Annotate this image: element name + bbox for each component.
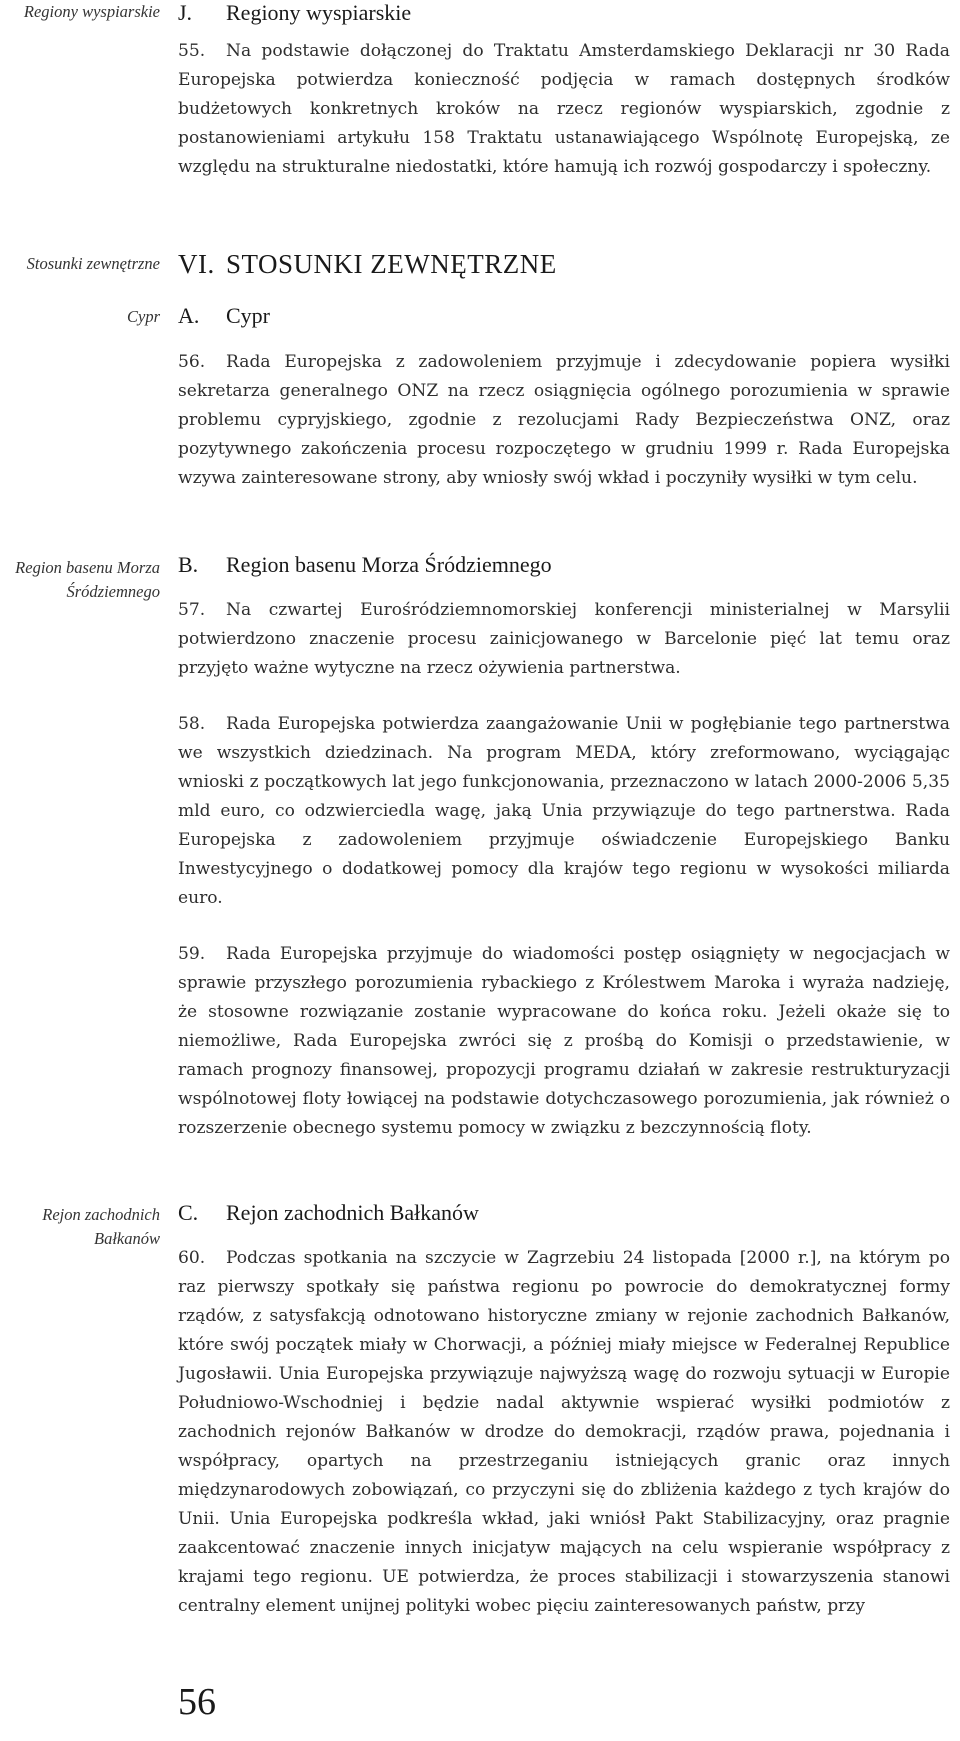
paragraph-number: 55. xyxy=(178,41,206,61)
heading-section-b xyxy=(178,552,552,578)
paragraph-number: 57. xyxy=(178,600,206,620)
paragraph-text: Podczas spotkania na szczycie w Zagrzebiu 24 listopada [2000 r.], na którym po raz pierwszy spotkały się państwa regionu po powrocie do demokratycznej formy rządów, z satysfakcją odnotowano historyczne zmiany w rejonie zachodnich Bałkanów, które swój początek miały w Chorwacji, a później miały miejsce w Federalnej Republice Jugosławii. Unia Europejska przywiązuje najwyższą wagę do rozwoju sytuacji w Europie Południowo-Wschodniej i będzie nadal aktywnie wspierać wysiłki podmiotów z zachodnich rejonów Bałkanów w drodze do demokracji, rządów prawa, pojednania i współpracy, opartych na przestrzeganiu istniejących granic oraz innych międzynarodowych zobowiązań, co przyczyni się do zbliżenia każdego z tych krajów do Unii. Unia Europejska podkreśla wkład, jaki wniósł Pakt Stabilizacyjny, oraz pragnie zaakcentować znaczenie innych inicjatyw mających na celu wspieranie współpracy z krajami tego regionu. UE potwierdza, że proces stabilizacji i stowarzyszenia stanowi centralny element unijnej polityki wobec pięciu zainteresowanych państw, przy xyxy=(178,1248,950,1616)
paragraph-text: Rada Europejska z zadowoleniem przyjmuje i zdecydowanie popiera wysiłki sekretarza generalnego ONZ na rzecz osiągnięcia ogólnego porozumienia w sprawie problemu cypryjskiego, zgodnie z rezolucjami Rady Bezpieczeństwa ONZ, oraz pozytywnego zakończenia procesu rozpoczętego w grudniu 1999 r. Rada Europejska wzywa zainteresowane strony, aby wniosły swój wkład i poczyniły wysiłki w tym celu. xyxy=(178,352,950,488)
heading-chapter-vi xyxy=(178,248,557,280)
paragraph-number: 56. xyxy=(178,352,206,372)
paragraph-56 xyxy=(178,348,950,493)
paragraph-text: Rada Europejska przyjmuje do wiadomości postęp osiągnięty w negocjacjach w sprawie przyszłego porozumienia rybackiego z Królestwem Maroka i wyraża nadzieję, że stosowne rozwiązanie zostanie wypracowane do końca roku. Jeżeli okaże się to niemożliwe, Rada Europejska zwróci się z prośbą do Komisji o przedstawienie, w ramach prognozy finansowej, propozycji programu działań w zakresie restrukturyzacji wspólnotowej floty łowiącej na podstawie dotychczasowego porozumienia, jak również o rozszerzenie obecnego systemu pomocy w związku z bezczynnością floty. xyxy=(178,944,950,1138)
heading-mark: B. xyxy=(178,552,199,577)
paragraph-60 xyxy=(178,1244,950,1621)
heading-section-c xyxy=(178,1200,479,1226)
margin-note-cypr: Cypr xyxy=(127,307,160,326)
paragraph-number: 60. xyxy=(178,1248,206,1268)
paragraph-number: 59. xyxy=(178,944,206,964)
paragraph-text: Na czwartej Eurośródziemnomorskiej konferencji ministerialnej w Marsylii potwierdzono znaczenie procesu zainicjowanego w Barcelonie pięć lat temu oraz przyjęto ważne wytyczne na rzecz ożywienia partnerstwa. xyxy=(178,600,950,678)
heading-section-a xyxy=(178,303,270,329)
margin-note-region-basenu: Region basenu Morza Śródziemnego xyxy=(15,558,160,601)
heading-title: Rejon zachodnich Bałkanów xyxy=(226,1200,479,1225)
paragraph-55 xyxy=(178,37,950,182)
heading-title: Regiony wyspiarskie xyxy=(226,0,412,25)
margin-note-rejon-balkanow: Rejon zachodnich Bałkanów xyxy=(42,1205,160,1248)
paragraph-text: Na podstawie dołączonej do Traktatu Amsterdamskiego Deklaracji nr 30 Rada Europejska potwierdza konieczność podjęcia w ramach dostępnych środków budżetowych konkretnych kroków na rzecz regionów wyspiarskich, zgodnie z postanowieniami artykułu 158 Traktatu ustanawiającego Wspólnotę Europejską, ze względu na strukturalne niedostatki, które hamują ich rozwój gospodarczy i społeczny. xyxy=(178,41,950,177)
heading-title: Region basenu Morza Śródziemnego xyxy=(226,552,552,577)
heading-mark: VI. xyxy=(178,249,215,279)
heading-title: STOSUNKI ZEWNĘTRZNE xyxy=(226,249,557,279)
heading-mark: A. xyxy=(178,303,200,328)
paragraph-text: Rada Europejska potwierdza zaangażowanie Unii w pogłębianie tego partnerstwa we wszystkich dziedzinach. Na program MEDA, który zreformowano, wyciągając wnioski z początkowych lat jego funkcjonowania, przeznaczono w latach 2000-2006 5,35 mld euro, co odzwierciedla wagę, jaką Unia przywiązuje do tego partnerstwa. Rada Europejska z zadowoleniem przyjmuje oświadczenie Europejskiego Banku Inwestycyjnego o dodatkowej pomocy dla krajów tego regionu w wysokości miliarda euro. xyxy=(178,714,950,908)
heading-mark: C. xyxy=(178,1200,199,1225)
margin-note-stosunki: Stosunki zewnętrzne xyxy=(26,254,160,273)
heading-mark: J. xyxy=(178,0,193,25)
heading-section-j xyxy=(178,0,411,26)
paragraph-58 xyxy=(178,710,950,913)
paragraph-57 xyxy=(178,596,950,683)
paragraph-59 xyxy=(178,940,950,1143)
margin-note-regiony: Regiony wyspiarskie xyxy=(23,2,160,21)
paragraph-number: 58. xyxy=(178,714,206,734)
page-number: 56 xyxy=(178,1681,216,1723)
heading-title: Cypr xyxy=(226,303,270,328)
